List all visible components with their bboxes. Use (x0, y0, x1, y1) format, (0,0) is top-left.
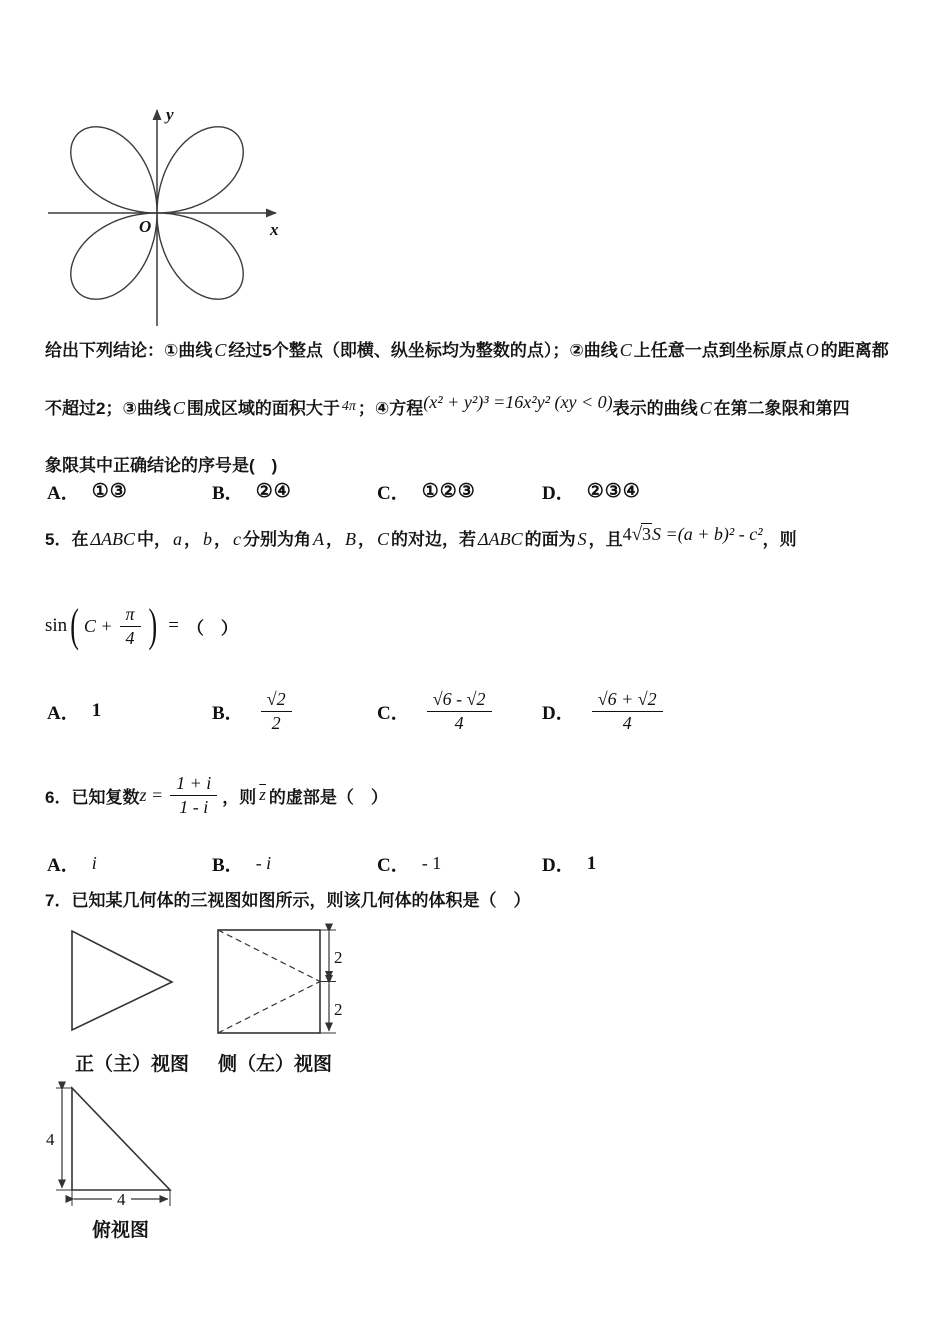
option-A (47, 478, 212, 505)
option-D (542, 689, 668, 733)
front-view-triangle (72, 931, 172, 1030)
side-dim-bottom-value: 2 (334, 1000, 343, 1019)
text-segment: 7．已知某几何体的三视图如图所示，则该几何体的体积是（ ） (45, 891, 531, 910)
fraction (587, 689, 668, 733)
q5-formula (45, 594, 238, 658)
top-view-triangle (72, 1088, 170, 1190)
rose-figure (40, 98, 290, 338)
option-B (212, 689, 377, 733)
text-segment: C + (83, 615, 113, 636)
q4-text-line1 (45, 336, 889, 361)
origin-label: O (139, 217, 152, 236)
option-value: 1 (91, 700, 103, 721)
radical-expression: 4√3S =(a + b)² - c² (622, 524, 763, 545)
left-dimension-ticks (56, 1088, 72, 1190)
option-letter: B． (212, 855, 244, 876)
text-segment: ， (184, 530, 202, 549)
option-letter: A． (47, 855, 80, 876)
option-value: - 1 (421, 853, 442, 873)
text-segment: ΔABC (90, 529, 136, 549)
text-segment: C (619, 340, 632, 360)
top-view-label: 俯视图 (92, 1220, 150, 1241)
text-segment: 分别为角 (243, 530, 312, 549)
text-segment: 6．已知复数 (45, 787, 140, 807)
option-value: 1 (586, 852, 598, 874)
text-segment: 的距离都 (820, 341, 889, 360)
text-segment: ) (148, 599, 158, 652)
x-axis-label: x (270, 220, 279, 239)
q5-options (47, 680, 668, 742)
text-segment: 表示的曲线 (612, 399, 698, 418)
option-letter: D． (542, 855, 575, 876)
text-segment: ；④方程 (357, 399, 424, 418)
side-dim-top-value: 2 (334, 948, 343, 967)
text-segment: 的虚部是（ ） (268, 787, 388, 807)
option-letter: D． (542, 702, 575, 724)
text-segment: 4π (341, 399, 356, 414)
top-view-figure (36, 1078, 196, 1242)
option-value: - i (255, 853, 272, 873)
text-segment: 围成区域的面积大于 (186, 399, 340, 418)
option-B (212, 478, 377, 505)
option-value: i (91, 853, 97, 873)
text-segment: A (313, 529, 325, 549)
fraction-lhs: z = (139, 784, 164, 805)
text-segment: O (805, 340, 819, 360)
text-segment: C (377, 529, 390, 549)
q6-options (47, 850, 597, 877)
denominator: 2 (271, 712, 281, 733)
text-segment: （ ） (186, 618, 238, 638)
text-segment: 5．在 (45, 530, 89, 549)
side-view-label: 侧（左）视图 (218, 1054, 333, 1075)
option-C (377, 850, 542, 877)
front-view-drawing (55, 922, 185, 1042)
q7-stem (45, 886, 530, 911)
option-C (377, 478, 542, 505)
numerator: 1 + i (170, 773, 217, 796)
fraction (422, 689, 497, 733)
radical-sign: √ (631, 524, 643, 545)
option-A (47, 850, 212, 877)
text-segment: ΔABC (478, 529, 523, 549)
text-segment: sin (45, 615, 68, 636)
option-C (377, 689, 542, 733)
top-view-drawing (36, 1078, 196, 1208)
option-letter: B． (212, 483, 244, 504)
text-segment: $\overline{z}$ (259, 785, 266, 804)
option-D (542, 850, 597, 877)
text-segment: (x² + y²)³ =16x²y² (xy < 0) (423, 392, 613, 412)
text-segment: b (203, 529, 213, 549)
q4-text-line3 (45, 451, 277, 476)
text-segment: = (168, 615, 179, 636)
text-segment: c (233, 529, 242, 549)
front-view-label: 正（主）视图 (75, 1054, 190, 1075)
denominator: 4 (622, 712, 632, 733)
text-segment: S (577, 529, 587, 549)
side-view-drawing (205, 922, 355, 1042)
text-segment: C (699, 398, 712, 418)
fraction (139, 773, 222, 817)
text-segment: 给出下列结论：①曲线 (45, 341, 213, 360)
side-view-square (218, 930, 320, 1033)
text-segment: ， (326, 530, 344, 549)
denominator: 4 (125, 627, 135, 648)
text-segment: 中， (137, 530, 172, 549)
q5-stem (45, 524, 797, 550)
numerator: √2 (261, 689, 292, 712)
side-view-figure (205, 922, 355, 1076)
text-segment: ，则 (762, 530, 797, 549)
denominator: 4 (454, 712, 464, 733)
option-letter: A． (47, 483, 80, 504)
text-segment: B (345, 529, 357, 549)
option-letter: B． (212, 702, 244, 724)
text-segment: 象限其中正确结论的序号是( ) (45, 456, 278, 475)
q4-options (47, 478, 641, 505)
q6-stem (45, 766, 388, 824)
option-value: ①③ (91, 481, 128, 502)
text-segment: 的对边，若 (391, 530, 477, 549)
option-letter: C． (377, 483, 410, 504)
text-segment: 上任意一点到坐标原点 (633, 341, 804, 360)
text-segment: ，且 (588, 530, 623, 549)
rose-curve (40, 98, 290, 333)
numerator: √6 + √2 (592, 689, 663, 712)
text-segment: 的面为 (524, 530, 576, 549)
option-A (47, 698, 212, 725)
fraction (115, 604, 146, 648)
text-segment: ( (70, 599, 79, 652)
top-dim-left-value: 4 (46, 1130, 55, 1149)
option-letter: A． (47, 702, 80, 724)
option-value: ②④ (255, 481, 292, 502)
text-segment: ， (214, 530, 232, 549)
option-value: ①②③ (421, 481, 476, 502)
option-letter: C． (377, 855, 410, 876)
q4-text-line2 (45, 392, 850, 419)
top-dim-bottom-value: 4 (117, 1190, 126, 1208)
text-segment: 不超过2；③曲线 (45, 399, 171, 418)
option-D (542, 478, 641, 505)
option-letter: D． (542, 483, 575, 504)
side-view-dashed-lines (218, 930, 320, 1033)
text-segment: 经过5个整点（即横、纵坐标均为整数的点）；②曲线 (228, 341, 618, 360)
text-segment: ， (358, 530, 376, 549)
text-segment: C (214, 340, 227, 360)
text-segment: ，则 (222, 787, 257, 807)
option-letter: C． (377, 702, 410, 724)
denominator: 1 - i (179, 796, 209, 817)
option-value: ②③④ (586, 481, 641, 502)
y-axis-label: y (166, 105, 174, 124)
numerator: √6 - √2 (427, 689, 492, 712)
numerator: π (120, 604, 141, 627)
text-segment: a (173, 529, 183, 549)
option-B (212, 850, 377, 877)
fraction (256, 689, 297, 733)
front-view-figure (55, 922, 189, 1076)
text-segment: 在第二象限和第四 (713, 399, 850, 418)
text-segment: C (172, 398, 185, 418)
